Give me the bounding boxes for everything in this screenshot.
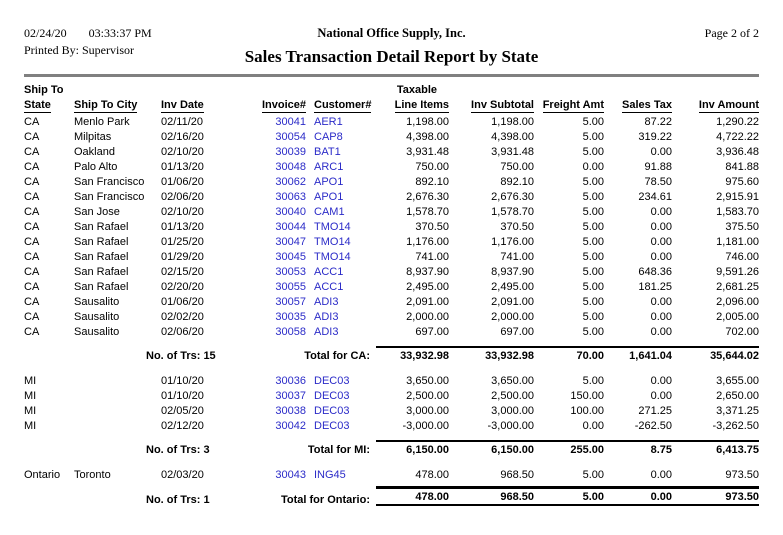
- cell-tax: 0.00: [650, 251, 672, 263]
- cell-date: 02/10/20: [161, 206, 204, 218]
- cell-line_items: 741.00: [415, 251, 449, 263]
- total-subtotal: 6,150.00: [449, 437, 534, 458]
- total-amount: 35,644.02: [672, 343, 759, 364]
- cell-subtotal: 1,578.70: [491, 206, 534, 218]
- cell-tax: 0.00: [650, 311, 672, 323]
- cell-subtotal: 8,937.90: [491, 266, 534, 278]
- cell-city: San Rafael: [74, 221, 129, 233]
- cell-state: MI: [24, 405, 37, 417]
- cell-amount: 973.50: [725, 469, 759, 481]
- cell-state: CA: [24, 191, 40, 203]
- total-line_items: 478.00: [376, 486, 449, 508]
- cell-amount: 1,181.00: [716, 236, 759, 248]
- cell-invoice[interactable]: 30036: [275, 375, 306, 387]
- cell-amount: 975.60: [725, 176, 759, 188]
- cell-subtotal: 1,198.00: [491, 116, 534, 128]
- cell-state: CA: [24, 251, 40, 263]
- cell-tax: 0.00: [650, 221, 672, 233]
- cell-subtotal: 697.00: [500, 326, 534, 338]
- cell-tax: 0.00: [650, 390, 672, 402]
- cell-amount: 2,650.00: [716, 390, 759, 402]
- total-line_items: 6,150.00: [376, 437, 449, 458]
- cell-freight: 5.00: [582, 469, 604, 481]
- cell-date: 02/05/20: [161, 405, 204, 417]
- cell-date: 01/06/20: [161, 176, 204, 188]
- cell-tax: 181.25: [638, 281, 672, 293]
- cell-line_items: 2,000.00: [406, 311, 449, 323]
- transaction-row: [24, 293, 759, 308]
- cell-subtotal: 2,091.00: [491, 296, 534, 308]
- total-subtotal: 33,932.98: [449, 343, 534, 364]
- cell-state: MI: [24, 390, 37, 402]
- print-date: 02/24/20: [24, 26, 67, 40]
- cell-tax: 234.61: [638, 191, 672, 203]
- total-line_items: 33,932.98: [376, 343, 449, 364]
- col-header-state: State: [24, 99, 51, 111]
- cell-subtotal: 892.10: [500, 176, 534, 188]
- cell-date: 01/13/20: [161, 161, 204, 173]
- cell-tax: 648.36: [638, 266, 672, 278]
- cell-city: San Rafael: [74, 266, 129, 278]
- cell-city: Milpitas: [74, 131, 112, 143]
- cell-city: [74, 402, 161, 417]
- total-freight: 70.00: [534, 343, 604, 364]
- cell-state: CA: [24, 266, 40, 278]
- total-tax: 0.00: [604, 486, 672, 508]
- cell-date: 02/16/20: [161, 131, 204, 143]
- col-header-ship-to-city: Ship To City: [74, 99, 138, 111]
- cell-customer[interactable]: DEC03: [314, 375, 350, 387]
- cell-subtotal: 968.50: [500, 469, 534, 481]
- cell-freight: 5.00: [582, 326, 604, 338]
- cell-invoice[interactable]: 30038: [275, 405, 306, 417]
- transaction-row: [24, 248, 759, 263]
- cell-invoice[interactable]: 30044: [275, 221, 306, 233]
- cell-date: 01/10/20: [161, 390, 204, 402]
- cell-freight: 0.00: [582, 161, 604, 173]
- transaction-row: [24, 278, 759, 293]
- cell-line_items: 2,500.00: [406, 390, 449, 402]
- cell-subtotal: -3,000.00: [487, 420, 534, 432]
- cell-freight: 5.00: [582, 176, 604, 188]
- cell-line_items: 697.00: [415, 326, 449, 338]
- total-freight: 5.00: [534, 486, 604, 508]
- cell-amount: 746.00: [725, 251, 759, 263]
- cell-customer[interactable]: CAP8: [314, 131, 343, 143]
- cell-date: 01/29/20: [161, 251, 204, 263]
- spacer-row: [24, 508, 759, 516]
- transactions-table: [24, 82, 759, 516]
- group-total-row: [24, 486, 759, 508]
- cell-city: [74, 372, 161, 387]
- cell-amount: 9,591.26: [716, 266, 759, 278]
- cell-state: CA: [24, 311, 40, 323]
- cell-freight: 0.00: [582, 420, 604, 432]
- cell-invoice[interactable]: 30062: [275, 176, 306, 188]
- cell-invoice[interactable]: 30047: [275, 236, 306, 248]
- spacer-row: [24, 364, 759, 372]
- cell-tax: 319.22: [638, 131, 672, 143]
- cell-amount: 1,290.22: [716, 116, 759, 128]
- cell-city: San Francisco: [74, 191, 145, 203]
- cell-freight: 5.00: [582, 266, 604, 278]
- cell-amount: 1,583.70: [716, 206, 759, 218]
- cell-subtotal: 3,000.00: [491, 405, 534, 417]
- transaction-row: [24, 263, 759, 278]
- cell-subtotal: 4,398.00: [491, 131, 534, 143]
- cell-city: Oakland: [74, 146, 115, 158]
- cell-date: 01/25/20: [161, 236, 204, 248]
- cell-customer[interactable]: ARC1: [314, 161, 344, 173]
- transaction-row: [24, 402, 759, 417]
- cell-state: CA: [24, 146, 40, 158]
- cell-state: Ontario: [24, 469, 61, 481]
- cell-state: CA: [24, 206, 40, 218]
- cell-tax: 0.00: [650, 296, 672, 308]
- cell-tax: 0.00: [650, 469, 672, 481]
- cell-customer[interactable]: TMO14: [314, 236, 351, 248]
- cell-amount: 4,722.22: [716, 131, 759, 143]
- cell-line_items: 750.00: [415, 161, 449, 173]
- header-ship-to: Ship To: [24, 84, 64, 96]
- col-header-line-items: Line Items: [394, 99, 449, 111]
- cell-customer[interactable]: DEC03: [314, 420, 350, 432]
- cell-invoice[interactable]: 30043: [275, 469, 306, 481]
- cell-city: San Francisco: [74, 176, 145, 188]
- col-header-inv-amount: Inv Amount: [698, 99, 759, 111]
- cell-customer[interactable]: ADI3: [314, 311, 339, 323]
- cell-tax: 91.88: [644, 161, 672, 173]
- transaction-row: [24, 466, 759, 481]
- total-state-spacer: [24, 437, 74, 458]
- total-tax: 8.75: [604, 437, 672, 458]
- cell-line_items: 4,398.00: [406, 131, 449, 143]
- cell-customer[interactable]: AER1: [314, 116, 343, 128]
- cell-customer[interactable]: DEC03: [314, 390, 350, 402]
- cell-line_items: 3,931.48: [406, 146, 449, 158]
- cell-city: San Rafael: [74, 281, 129, 293]
- cell-state: CA: [24, 296, 40, 308]
- cell-line_items: 1,578.70: [406, 206, 449, 218]
- cell-city: Sausalito: [74, 311, 120, 323]
- cell-tax: 0.00: [650, 146, 672, 158]
- cell-invoice[interactable]: 30057: [275, 296, 306, 308]
- cell-customer[interactable]: ADI3: [314, 326, 339, 338]
- group-total-row: [24, 343, 759, 364]
- cell-date: 01/06/20: [161, 296, 204, 308]
- cell-subtotal: 3,931.48: [491, 146, 534, 158]
- transaction-row: [24, 372, 759, 387]
- cell-subtotal: 1,176.00: [491, 236, 534, 248]
- cell-customer[interactable]: DEC03: [314, 405, 350, 417]
- total-freight: 255.00: [534, 437, 604, 458]
- cell-state: CA: [24, 326, 40, 338]
- total-amount: 973.50: [672, 486, 759, 508]
- transaction-row: [24, 113, 759, 128]
- cell-invoice[interactable]: 30045: [275, 251, 306, 263]
- cell-line_items: 1,176.00: [406, 236, 449, 248]
- cell-tax: -262.50: [634, 420, 672, 432]
- cell-freight: 5.00: [582, 375, 604, 387]
- cell-customer[interactable]: TMO14: [314, 221, 351, 233]
- cell-date: 02/06/20: [161, 191, 204, 203]
- transaction-row: [24, 128, 759, 143]
- cell-line_items: 370.50: [415, 221, 449, 233]
- cell-invoice[interactable]: 30063: [275, 191, 306, 203]
- cell-freight: 5.00: [582, 146, 604, 158]
- cell-city: San Rafael: [74, 236, 129, 248]
- print-time: 03:33:37 PM: [88, 26, 152, 40]
- cell-date: 02/12/20: [161, 420, 204, 432]
- header-taxable: Taxable: [396, 84, 437, 96]
- total-subtotal: 968.50: [449, 486, 534, 508]
- cell-city: Sausalito: [74, 326, 120, 338]
- cell-customer[interactable]: BAT1: [314, 146, 341, 158]
- cell-line_items: 892.10: [415, 176, 449, 188]
- cell-freight: 100.00: [570, 405, 604, 417]
- cell-customer[interactable]: APO1: [314, 176, 344, 188]
- cell-line_items: 2,091.00: [406, 296, 449, 308]
- cell-invoice[interactable]: 30039: [275, 146, 306, 158]
- col-header-inv-date: Inv Date: [161, 99, 204, 111]
- col-header-sales-tax: Sales Tax: [622, 99, 672, 111]
- col-header-freight-amt: Freight Amt: [542, 99, 604, 111]
- cell-line_items: 3,650.00: [406, 375, 449, 387]
- print-datetime: [24, 26, 152, 41]
- cell-subtotal: 2,000.00: [491, 311, 534, 323]
- cell-customer[interactable]: ADI3: [314, 296, 339, 308]
- cell-invoice[interactable]: 30035: [275, 311, 306, 323]
- report-title: Sales Transaction Detail Report by State: [244, 47, 539, 66]
- table-body: [24, 113, 759, 516]
- cell-customer[interactable]: TMO14: [314, 251, 351, 263]
- cell-amount: 2,915.91: [716, 191, 759, 203]
- cell-freight: 5.00: [582, 206, 604, 218]
- cell-line_items: 8,937.90: [406, 266, 449, 278]
- total-label: Total for CA:: [304, 350, 370, 362]
- cell-invoice[interactable]: 30040: [275, 206, 306, 218]
- cell-customer[interactable]: CAM1: [314, 206, 345, 218]
- cell-customer[interactable]: ACC1: [314, 266, 344, 278]
- cell-tax: 0.00: [650, 206, 672, 218]
- cell-state: MI: [24, 375, 37, 387]
- cell-state: CA: [24, 236, 40, 248]
- cell-city: Sausalito: [74, 296, 120, 308]
- cell-city: Palo Alto: [74, 161, 118, 173]
- cell-tax: 271.25: [638, 405, 672, 417]
- cell-invoice[interactable]: 30042: [275, 420, 306, 432]
- cell-state: CA: [24, 176, 40, 188]
- cell-invoice[interactable]: 30058: [275, 326, 306, 338]
- cell-customer[interactable]: ING45: [314, 469, 346, 481]
- cell-freight: 5.00: [582, 116, 604, 128]
- total-state-spacer: [24, 343, 74, 364]
- cell-freight: 5.00: [582, 221, 604, 233]
- cell-city: Toronto: [74, 469, 111, 481]
- report-subheader: [24, 43, 759, 67]
- transaction-row: [24, 218, 759, 233]
- cell-date: 02/02/20: [161, 311, 204, 323]
- total-label: Total for MI:: [307, 444, 370, 456]
- cell-amount: 3,655.00: [716, 375, 759, 387]
- transaction-row: [24, 233, 759, 248]
- cell-amount: 2,005.00: [716, 311, 759, 323]
- transaction-count: No. of Trs: 1: [146, 494, 210, 506]
- transaction-row: [24, 387, 759, 402]
- cell-amount: 3,936.48: [716, 146, 759, 158]
- cell-customer[interactable]: APO1: [314, 191, 344, 203]
- cell-state: MI: [24, 420, 37, 432]
- printed-by: Printed By: Supervisor: [24, 43, 134, 57]
- company-name: National Office Supply, Inc.: [317, 26, 466, 40]
- cell-tax: 87.22: [644, 116, 672, 128]
- cell-state: CA: [24, 221, 40, 233]
- cell-invoice[interactable]: 30055: [275, 281, 306, 293]
- transaction-row: [24, 417, 759, 432]
- cell-subtotal: 370.50: [500, 221, 534, 233]
- transaction-row: [24, 143, 759, 158]
- cell-invoice[interactable]: 30048: [275, 161, 306, 173]
- transaction-row: [24, 173, 759, 188]
- cell-freight: 5.00: [582, 281, 604, 293]
- cell-city: Menlo Park: [74, 116, 130, 128]
- cell-invoice[interactable]: 30041: [275, 116, 306, 128]
- cell-city: [74, 417, 161, 432]
- col-header-invoice: Invoice#: [261, 99, 306, 111]
- transaction-row: [24, 308, 759, 323]
- cell-city: San Jose: [74, 206, 120, 218]
- cell-amount: 2,681.25: [716, 281, 759, 293]
- cell-tax: 0.00: [650, 375, 672, 387]
- report-header: [24, 26, 759, 41]
- cell-subtotal: 3,650.00: [491, 375, 534, 387]
- cell-amount: 2,096.00: [716, 296, 759, 308]
- cell-freight: 150.00: [570, 390, 604, 402]
- cell-freight: 5.00: [582, 131, 604, 143]
- spacer-row: [24, 458, 759, 466]
- group-total-row: [24, 437, 759, 458]
- cell-invoice[interactable]: 30037: [275, 390, 306, 402]
- col-header-customer: Customer#: [314, 99, 372, 111]
- cell-freight: 5.00: [582, 296, 604, 308]
- cell-line_items: -3,000.00: [402, 420, 449, 432]
- cell-state: CA: [24, 131, 40, 143]
- page-indicator: Page 2 of 2: [704, 26, 759, 40]
- cell-customer[interactable]: ACC1: [314, 281, 344, 293]
- cell-line_items: 2,495.00: [406, 281, 449, 293]
- total-amount: 6,413.75: [672, 437, 759, 458]
- total-tax: 1,641.04: [604, 343, 672, 364]
- cell-state: CA: [24, 116, 40, 128]
- cell-tax: 0.00: [650, 236, 672, 248]
- cell-subtotal: 2,676.30: [491, 191, 534, 203]
- cell-date: 02/03/20: [161, 469, 204, 481]
- cell-freight: 5.00: [582, 191, 604, 203]
- cell-date: 02/06/20: [161, 326, 204, 338]
- transaction-row: [24, 158, 759, 173]
- cell-invoice[interactable]: 30053: [275, 266, 306, 278]
- header-divider: [24, 74, 759, 77]
- cell-freight: 5.00: [582, 311, 604, 323]
- cell-date: 02/11/20: [161, 116, 204, 128]
- cell-amount: 702.00: [725, 326, 759, 338]
- cell-freight: 5.00: [582, 236, 604, 248]
- cell-freight: 5.00: [582, 251, 604, 263]
- cell-tax: 78.50: [644, 176, 672, 188]
- cell-date: 01/13/20: [161, 221, 204, 233]
- cell-line_items: 1,198.00: [406, 116, 449, 128]
- cell-subtotal: 2,500.00: [491, 390, 534, 402]
- cell-date: 02/10/20: [161, 146, 204, 158]
- transaction-row: [24, 323, 759, 338]
- cell-tax: 0.00: [650, 326, 672, 338]
- cell-amount: -3,262.50: [712, 420, 759, 432]
- col-header-inv-subtotal: Inv Subtotal: [471, 99, 534, 111]
- table-header: [24, 82, 759, 113]
- cell-date: 02/20/20: [161, 281, 204, 293]
- cell-date: 02/15/20: [161, 266, 204, 278]
- transaction-row: [24, 203, 759, 218]
- cell-state: CA: [24, 161, 40, 173]
- cell-subtotal: 741.00: [500, 251, 534, 263]
- cell-state: CA: [24, 281, 40, 293]
- total-state-spacer: [24, 486, 74, 508]
- cell-line_items: 3,000.00: [406, 405, 449, 417]
- transaction-count: No. of Trs: 15: [146, 350, 216, 362]
- total-label: Total for Ontario:: [280, 494, 370, 506]
- transaction-row: [24, 188, 759, 203]
- cell-date: 01/10/20: [161, 375, 204, 387]
- cell-amount: 841.88: [725, 161, 759, 173]
- cell-subtotal: 750.00: [500, 161, 534, 173]
- cell-amount: 375.50: [725, 221, 759, 233]
- cell-city: San Rafael: [74, 251, 129, 263]
- cell-city: [74, 387, 161, 402]
- cell-line_items: 2,676.30: [406, 191, 449, 203]
- transaction-count: No. of Trs: 3: [146, 444, 210, 456]
- cell-subtotal: 2,495.00: [491, 281, 534, 293]
- cell-line_items: 478.00: [415, 469, 449, 481]
- cell-invoice[interactable]: 30054: [275, 131, 306, 143]
- cell-amount: 3,371.25: [716, 405, 759, 417]
